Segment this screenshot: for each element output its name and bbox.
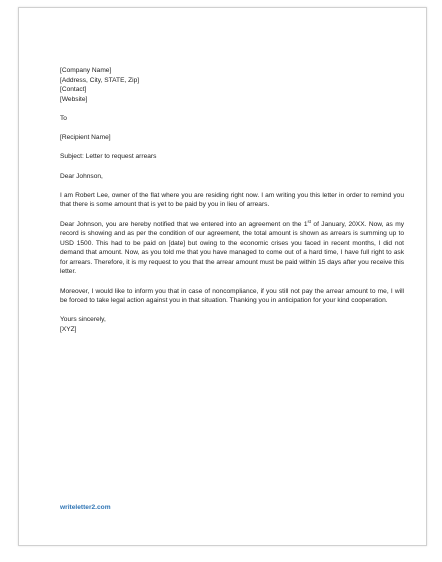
signature: [XYZ] (60, 326, 77, 334)
paragraph-2-superscript: st (307, 218, 312, 224)
to-label: To (60, 114, 67, 122)
paragraph-2-part-1: Dear Johnson, you are hereby notified that we entered into an agreement on the 1 (60, 220, 308, 228)
letter-body (60, 66, 404, 335)
paragraph-2 (60, 220, 404, 278)
sender-company-name: [Company Name] (60, 67, 112, 74)
closing: Yours sincerely, (60, 316, 106, 324)
sender-address: [Address, City, STATE, Zip] (60, 76, 140, 84)
recipient-name: [Recipient Name] (60, 134, 111, 142)
paragraph-1: I am Robert Lee, owner of the flat where you are residing right now. I am writing you this letter in order to remind you that there is some amount that is yet to be paid by you in lieu of arrears. (60, 191, 404, 209)
website-footer-link[interactable]: writeletter2.com (60, 504, 111, 511)
letter-page (18, 7, 427, 546)
paragraph-2-part-2: of January, 20XX. Now, as my record is showing and as per the condition of our agreement, the total amount is shown as arrears is summing up to USD 1500. This had to be paid on [date] but owing to the economic crises you faced in recent months, I did not demand that amount. Now, as you told me that you have managed to come out of a hard time, I have full right to ask for arrears. Therefore, it is my request to you that the arrear amount must be paid within 15 days after you receive this letter. (60, 220, 405, 276)
sender-contact: [Contact] (60, 86, 87, 94)
salutation: Dear Johnson, (60, 172, 103, 180)
paragraph-3: Moreover, I would like to inform you that in case of noncompliance, if you still not pay the arrear amount to me, I will be forced to take legal action against you in that situation. Thanking you in anticipation for your kind cooperation. (60, 287, 404, 305)
subject-line: Subject: Letter to request arrears (60, 153, 157, 161)
sender-website: [Website] (60, 95, 88, 103)
